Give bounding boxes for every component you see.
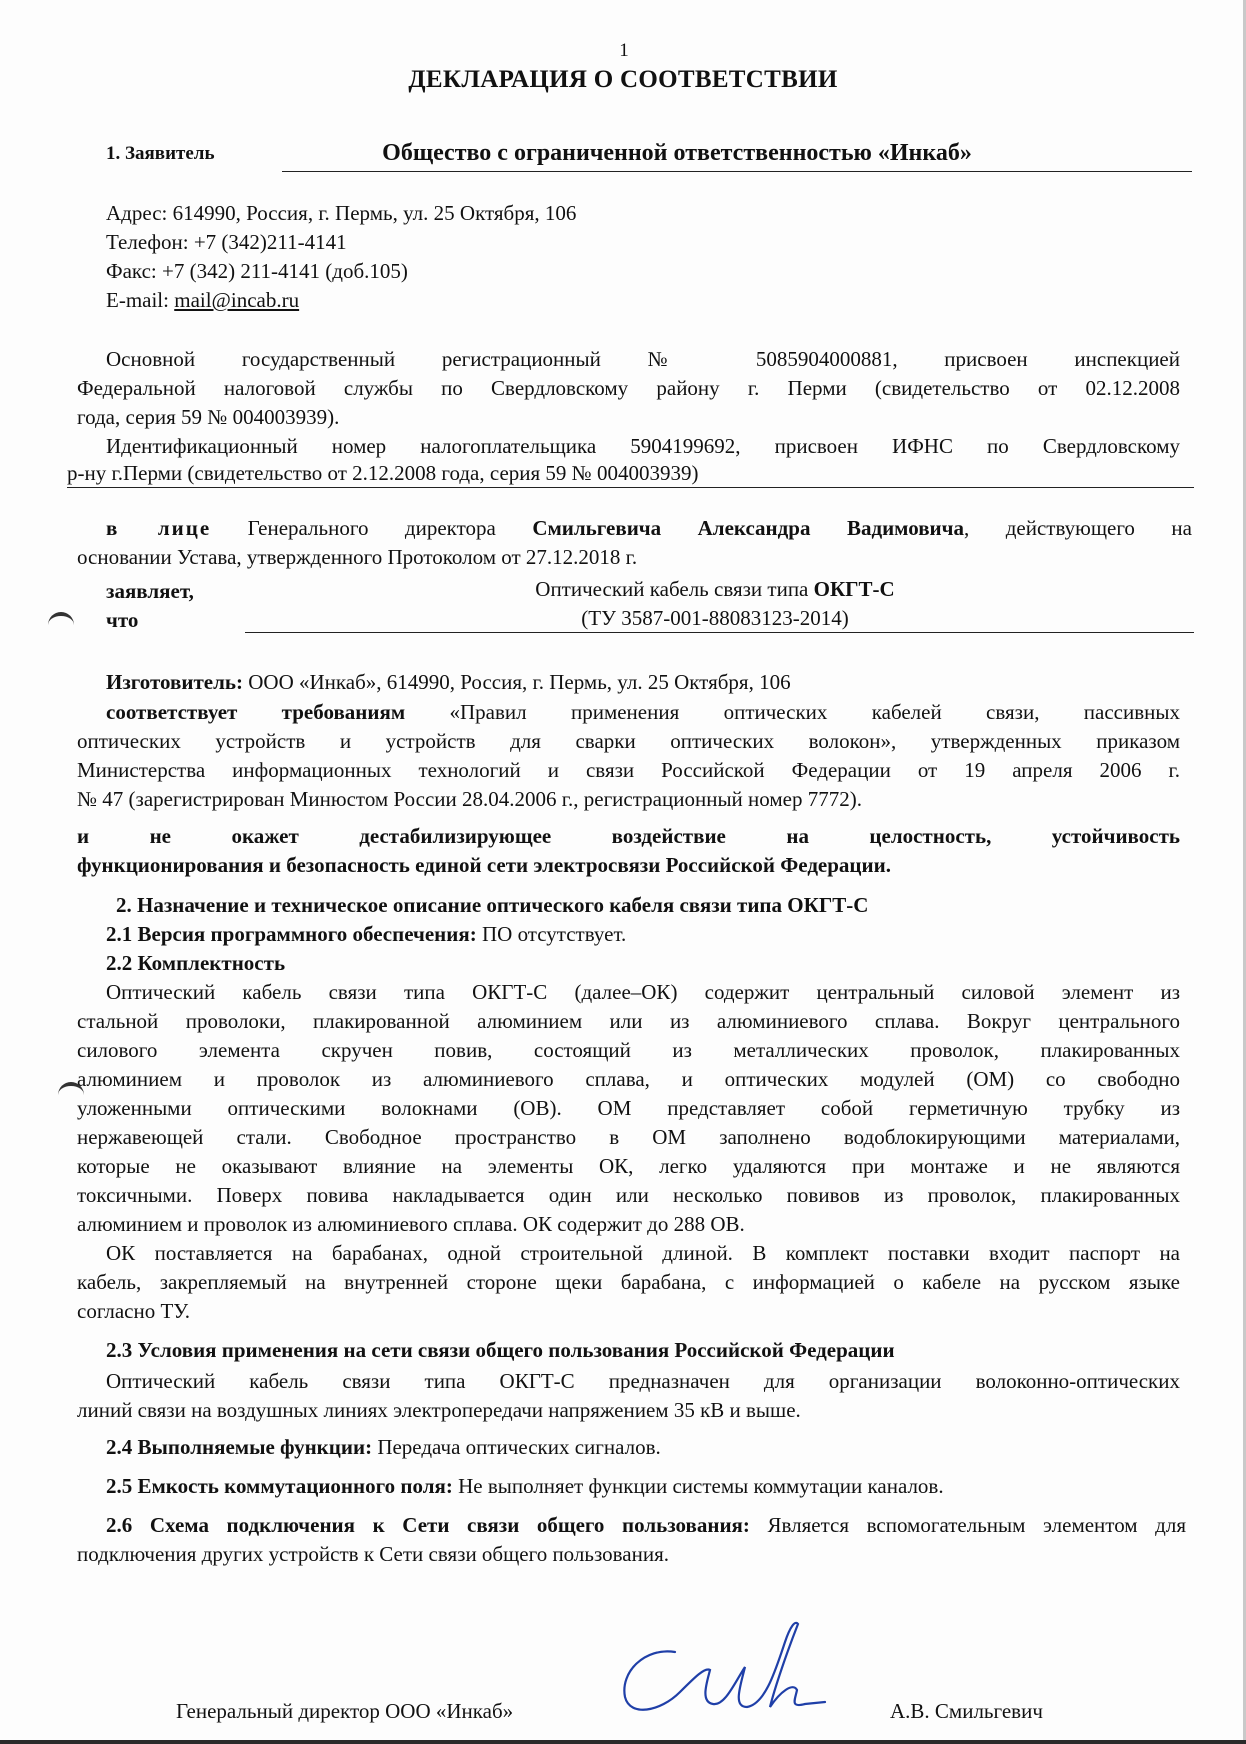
section-2-1-label: 2.1 Версия программного обеспечения: — [106, 922, 477, 946]
paper-bottom-edge — [0, 1740, 1246, 1744]
s22-line: алюминием и проволок из алюминиевого сплава, и оптических модулей (ОМ) со свободно — [77, 1067, 1180, 1091]
email-link[interactable]: mail@incab.ru — [174, 288, 300, 312]
s22-line: силового элемента скручен повив, состоящий из металлических проволок, плакированных — [77, 1038, 1180, 1062]
manufacturer-text: ООО «Инкаб», 614990, Россия, г. Пермь, ул. 25 Октября, 106 — [242, 670, 791, 694]
email-label: E-mail: — [106, 288, 175, 312]
s22-line: которые не оказывают влияние на элементы ОК, легко удаляются при монтаже и не являются — [77, 1154, 1180, 1178]
conformity-line-4: № 47 (зарегистрирован Минюстом России 28.04.2006 г., регистрационный номер 7772). — [77, 787, 862, 811]
section-2-3-line-2: линий связи на воздушных линиях электропередачи напряжением 35 кВ и выше. — [77, 1398, 801, 1422]
representative-suffix: , действующего на — [963, 516, 1192, 540]
representative-prefix: в лице — [106, 516, 212, 540]
applicant-label: 1. Заявитель — [106, 143, 215, 164]
section-2-4-text: Передача оптических сигналов. — [372, 1435, 661, 1459]
s22-line: токсичными. Поверх повива накладывается один или несколько повивов из проволок, плакированных — [77, 1183, 1180, 1207]
section-2-1 — [106, 920, 626, 949]
applicant-underline — [282, 171, 1192, 172]
conformity-line-2: оптических устройств и устройств для сварки оптических волокон», утвержденных приказом — [77, 729, 1180, 753]
section-2-4-label: 2.4 Выполняемые функции: — [106, 1435, 373, 1459]
representative-line-1 — [106, 514, 1192, 543]
punch-hole-mark — [58, 1082, 84, 1106]
s22-line: стальной проволоки, плакированной алюминием или из алюминиевого сплава. Вокруг центрального — [77, 1009, 1180, 1033]
section-2-5-label: 2.5 Емкость коммутационного поля: — [106, 1474, 453, 1498]
applicant-address: Адрес: 614990, Россия, г. Пермь, ул. 25 Октября, 106 — [106, 201, 577, 225]
declares-label-1: заявляет, — [106, 579, 194, 603]
section-2-2-heading: 2.2 Комплектность — [106, 951, 286, 975]
product-prefix: Оптический кабель связи типа — [535, 577, 814, 601]
inn-line-1: Идентификационный номер налогоплательщика 5904199692, присвоен ИФНС по Свердловскому — [106, 434, 1180, 458]
representative-line-2: основании Устава, утвержденного Протоколом от 27.12.2018 г. — [77, 545, 638, 569]
declares-label-2: что — [106, 608, 139, 632]
section-2-heading: 2. Назначение и техническое описание оптического кабеля связи типа ОКГТ-С — [116, 893, 869, 917]
s22-delivery-line: кабель, закрепляемый на внутренней стороне щеки барабана, с информацией о кабеле на русском языке — [77, 1270, 1180, 1294]
product-code: ОКГТ-С — [813, 577, 895, 601]
conformity-line-3: Министерства информационных технологий и связи Российской Федерации от 19 апреля 2006 г. — [77, 758, 1180, 782]
section-2-1-text: ПО отсутствует. — [476, 922, 627, 946]
section-2-6-line-2: подключения других устройств к Сети связи общего пользования. — [77, 1542, 669, 1566]
section-2-3-heading: 2.3 Условия применения на сети связи общего пользования Российской Федерации — [106, 1338, 895, 1362]
s22-line: уложенными оптическими волокнами (ОВ). ОМ представляет собой герметичную трубку из — [77, 1096, 1180, 1120]
ogrn-line-3: года, серия 59 № 004003939). — [77, 405, 340, 429]
handwritten-signature — [615, 1612, 875, 1722]
representative-position: Генерального директора — [211, 516, 533, 540]
ogrn-line-1: Основной государственный регистрационный № 5085904000881, присвоен инспекцией — [106, 347, 1180, 371]
registration-underline — [67, 487, 1194, 488]
section-2-5 — [106, 1472, 944, 1501]
applicant-fax: Факс: +7 (342) 211-4141 (доб.105) — [106, 259, 408, 283]
s22-line: алюминием и проволок из алюминиевого сплава. ОК содержит до 288 ОВ. — [77, 1212, 745, 1236]
s22-delivery-line: согласно ТУ. — [77, 1299, 190, 1323]
signature-stroke — [624, 1623, 825, 1710]
no-harm-line-2: функционирования и безопасность единой сети электросвязи Российской Федерации. — [77, 853, 891, 877]
section-2-3-line-1: Оптический кабель связи типа ОКГТ-С предназначен для организации волоконно-оптических — [106, 1369, 1180, 1393]
ogrn-line-2: Федеральной налоговой службы по Свердловскому району г. Перми (свидетельство от 02.12.2008 — [77, 376, 1180, 400]
product-underline — [245, 632, 1194, 633]
signature-name: А.В. Смильгевич — [890, 1699, 1043, 1723]
applicant-phone: Телефон: +7 (342)211-4141 — [106, 230, 347, 254]
conformity-bold: соответствует требованиям — [106, 700, 406, 724]
section-2-5-text: Не выполняет функции системы коммутации каналов. — [452, 1474, 944, 1498]
representative-name: Смильгевича Александра Вадимовича — [532, 516, 964, 540]
s22-line: Оптический кабель связи типа ОКГТ-С (далее–ОК) содержит центральный силовой элемент из — [106, 980, 1180, 1004]
conformity-text: «Правил применения оптических кабелей связи, пассивных — [405, 700, 1180, 724]
section-2-6 — [106, 1511, 1186, 1540]
product-spec: (ТУ 3587-001-88083123-2014) — [581, 606, 849, 630]
document-title: ДЕКЛАРАЦИЯ О СООТВЕТСТВИИ — [408, 66, 838, 93]
s22-delivery-line: ОК поставляется на барабанах, одной строительной длиной. В комплект поставки входит паспорт на — [106, 1241, 1180, 1265]
applicant-email-row — [106, 286, 299, 315]
section-2-6-text: Является вспомогательным элементом для — [749, 1513, 1186, 1537]
inn-line-2: р-ну г.Перми (свидетельство от 2.12.2008 года, серия 59 № 004003939) — [67, 461, 699, 485]
manufacturer-label: Изготовитель: — [106, 670, 243, 694]
section-2-4 — [106, 1433, 661, 1462]
s22-line: нержавеющей стали. Свободное пространство в ОМ заполнено водоблокирующими материалами, — [77, 1125, 1180, 1149]
signature-position: Генеральный директор ООО «Инкаб» — [176, 1699, 514, 1723]
punch-hole-mark — [48, 612, 74, 636]
manufacturer-line — [106, 668, 791, 697]
section-2-6-label: 2.6 Схема подключения к Сети связи общего пользования: — [106, 1513, 750, 1537]
no-harm-line-1: и не окажет дестабилизирующее воздействие на целостность, устойчивость — [77, 824, 1180, 848]
conformity-line-1 — [106, 698, 1180, 727]
product-name — [245, 575, 1185, 604]
applicant-name: Общество с ограниченной ответственностью «Инкаб» — [382, 140, 972, 166]
page-number: 1 — [619, 40, 629, 61]
